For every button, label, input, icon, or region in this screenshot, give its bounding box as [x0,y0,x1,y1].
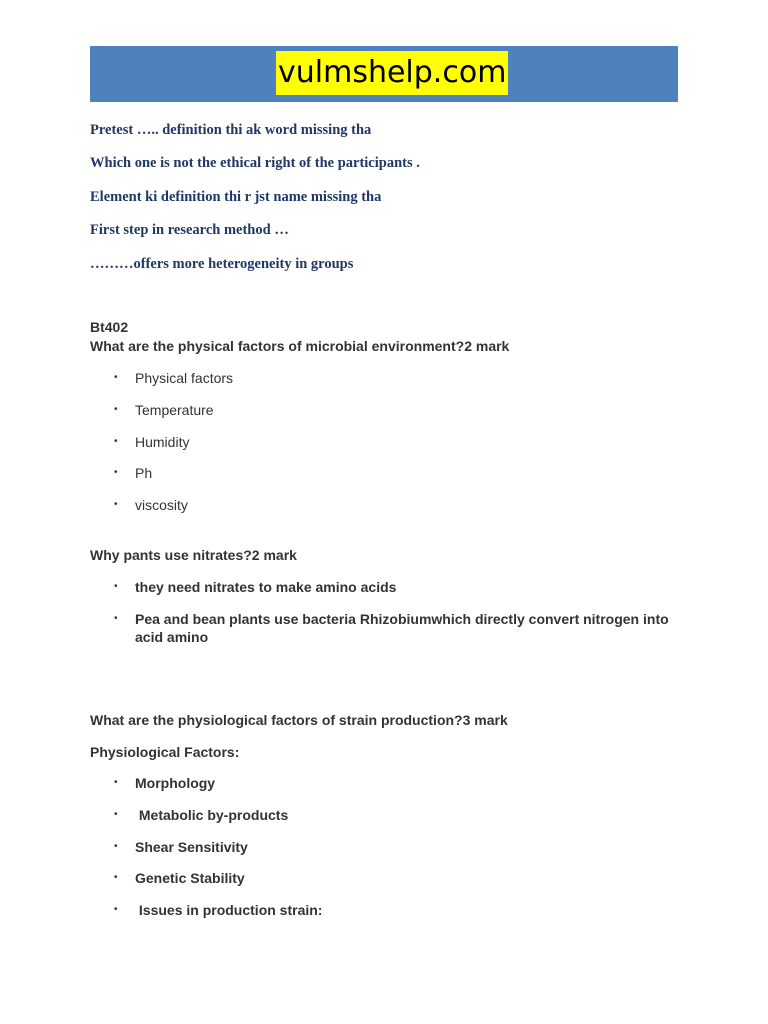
course-code: Bt402 [90,319,129,335]
bullet-icon: • [114,841,118,852]
list-item-text: Issues in production strain: [135,902,323,918]
question-heading: What are the physiological factors of strain production?3 mark [90,712,508,728]
bullet-icon: • [114,872,118,883]
section-heading: Physiological Factors: [90,744,240,760]
bullet-icon: • [114,436,118,447]
list-item-text: Ph [135,465,153,481]
pretest-note: Pretest ….. definition thi ak word missing tha [90,122,372,138]
list-item-text: viscosity [135,497,188,513]
site-banner [90,46,678,102]
bullet-icon: • [114,613,118,624]
bullet-icon: • [114,777,118,788]
list-item-text: Morphology [135,775,216,791]
list-item-text: Genetic Stability [135,870,245,886]
list-item-text: Humidity [135,434,190,450]
list-item-text: Shear Sensitivity [135,839,248,855]
bullet-icon: • [114,581,118,592]
pretest-note: Element ki definition thi r jst name missing tha [90,189,382,205]
bullet-icon: • [114,904,118,915]
question-heading: Why pants use nitrates?2 mark [90,547,297,563]
pretest-note: Which one is not the ethical right of the participants . [90,155,420,171]
bullet-icon: • [114,499,118,510]
list-item-text: Physical factors [135,370,234,386]
list-item-text: Temperature [135,402,214,418]
list-item-text: Pea and bean plants use bacteria Rhizobiumwhich directly convert nitrogen into acid amino [135,611,669,645]
list-item-text: Metabolic by-products [135,807,289,823]
site-name[interactable]: vulmshelp.com [276,51,508,95]
pretest-note: First step in research method … [90,222,289,238]
bullet-icon: • [114,372,118,383]
question-heading: What are the physical factors of microbial environment?2 mark [90,338,510,354]
pretest-note: ………offers more heterogeneity in groups [90,256,354,272]
bullet-icon: • [114,467,118,478]
bullet-icon: • [114,404,118,415]
list-item-text: they need nitrates to make amino acids [135,579,397,595]
bullet-icon: • [114,809,118,820]
